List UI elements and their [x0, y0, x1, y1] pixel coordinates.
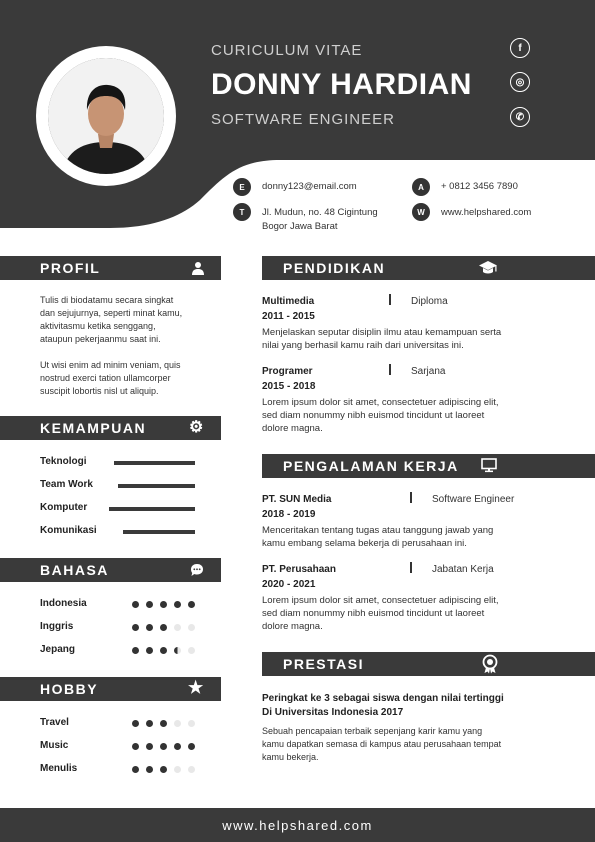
rating-dot	[132, 601, 139, 608]
job-2-company: PT. Perusahaan	[262, 564, 336, 575]
profil-header	[0, 256, 221, 280]
facebook-icon[interactable]: f	[510, 38, 530, 58]
rating-dot	[188, 647, 195, 654]
phone-text[interactable]: + 0812 3456 7890	[441, 181, 518, 192]
skill-label: Komunikasi	[40, 525, 97, 536]
job-2-position: Jabatan Kerja	[432, 564, 494, 575]
edu-1-separator	[389, 294, 391, 305]
address-line-1: Jl. Mudun, no. 48 Cigintung	[262, 207, 378, 218]
edu-2-separator	[389, 364, 391, 375]
skill-level-bar	[118, 484, 195, 488]
profil-paragraph-2: Ut wisi enim ad minim veniam, quis nostrud exerci tation ullamcorper suscipit lobortis nisl ut aliquip.	[40, 360, 181, 396]
rating-dot	[174, 647, 181, 654]
rating-dot	[146, 601, 153, 608]
job-1-years: 2018 - 2019	[262, 509, 316, 520]
star-icon: ★	[188, 678, 205, 697]
address-line-2: Bogor Jawa Barat	[262, 221, 338, 232]
rating-dot	[174, 601, 181, 608]
hobby-label: Music	[40, 740, 69, 751]
rating-dot	[188, 720, 195, 727]
job-1-company: PT. SUN Media	[262, 494, 332, 505]
edu-1-years: 2011 - 2015	[262, 311, 315, 322]
rating-dot	[174, 624, 181, 631]
footer-website[interactable]: www.helpshared.com	[222, 817, 373, 833]
kemampuan-header	[0, 416, 221, 440]
prestasi-headline: Peringkat ke 3 sebagai siswa dengan nilai tertinggi Di Universitas Indonesia 2017	[262, 693, 504, 718]
bahasa-rating	[132, 624, 195, 631]
rating-dot	[132, 766, 139, 773]
hobby-header	[0, 677, 221, 701]
email-badge-icon: E	[233, 178, 251, 196]
rating-dot	[146, 766, 153, 773]
address-badge-icon: T	[233, 203, 251, 221]
rating-dot	[160, 624, 167, 631]
job-1-description: Menceritakan tentang tugas atau tanggung jawab yang kamu embang selama bekerja di perusahaan ini.	[262, 525, 494, 549]
full-name: DONNY HARDIAN	[211, 68, 472, 101]
hobby-rating	[132, 720, 195, 727]
edu-2-title: Programer	[262, 366, 313, 377]
pengalaman-header	[262, 454, 595, 478]
rating-dot	[174, 766, 181, 773]
chat-bubble-icon	[190, 563, 204, 577]
skill-level-bar	[123, 530, 195, 534]
prestasi-title: PRESTASI	[283, 656, 364, 672]
footer	[0, 808, 595, 842]
skill-level-bar	[109, 507, 195, 511]
profil-paragraph-1: Tulis di biodatamu secara singkat dan sejujurnya, seperti minat kamu, aktivitasmu ketika senggang, ataupun pekerjaanmu saat ini.	[40, 295, 183, 344]
rating-dot	[160, 601, 167, 608]
rating-dot	[132, 647, 139, 654]
rating-dot	[146, 720, 153, 727]
bahasa-rating	[132, 601, 195, 608]
hobby-rating	[132, 743, 195, 750]
instagram-icon[interactable]: ◎	[510, 72, 530, 92]
rating-dot	[188, 601, 195, 608]
email-text[interactable]: donny123@email.com	[262, 181, 357, 192]
pendidikan-header	[262, 256, 595, 280]
web-text[interactable]: www.helpshared.com	[441, 207, 532, 218]
rating-dot	[146, 647, 153, 654]
bahasa-label: Jepang	[40, 644, 76, 655]
whatsapp-icon[interactable]: ✆	[510, 107, 530, 127]
hobby-rating	[132, 766, 195, 773]
rating-dot	[174, 743, 181, 750]
medal-icon	[481, 654, 499, 674]
person-icon	[191, 261, 205, 275]
bahasa-label: Indonesia	[40, 598, 87, 609]
graduation-cap-icon	[478, 260, 498, 276]
job-1-position: Software Engineer	[432, 494, 515, 505]
edu-2-degree: Sarjana	[411, 366, 446, 377]
edu-2-years: 2015 - 2018	[262, 381, 316, 392]
skill-label: Team Work	[40, 479, 93, 490]
hobby-title: HOBBY	[40, 681, 99, 697]
edu-1-title: Multimedia	[262, 296, 315, 307]
kemampuan-title: KEMAMPUAN	[40, 420, 147, 436]
profil-title: PROFIL	[40, 260, 101, 276]
rating-dot	[188, 743, 195, 750]
job-2-description: Lorem ipsum dolor sit amet, consectetuer adipiscing elit, sed diam nonummy nibh euismod tincidunt ut laoreet dolore magna.	[262, 595, 499, 632]
profile-photo	[48, 58, 164, 174]
rating-dot	[160, 766, 167, 773]
job-title: SOFTWARE ENGINEER	[211, 111, 395, 128]
rating-dot	[160, 720, 167, 727]
job-2-separator	[410, 562, 412, 573]
prestasi-description: Sebuah pencapaian terbaik sepenjang karir kamu yang kamu dapatkan semasa di kampus atau perusahaan tempat kamu bekerja.	[262, 726, 502, 762]
skill-label: Komputer	[40, 502, 88, 513]
gear-icon: ⚙	[189, 419, 205, 436]
edu-1-degree: Diploma	[411, 296, 448, 307]
hobby-label: Travel	[40, 717, 69, 728]
pengalaman-title: PENGALAMAN KERJA	[283, 458, 459, 474]
rating-dot	[160, 647, 167, 654]
rating-dot	[146, 624, 153, 631]
rating-dot	[132, 743, 139, 750]
web-badge-icon: W	[412, 203, 430, 221]
phone-badge-icon: A	[412, 178, 430, 196]
bahasa-label: Inggris	[40, 621, 74, 632]
bahasa-title: BAHASA	[40, 562, 109, 578]
edu-1-description: Menjelaskan seputar disiplin ilmu atau kemampuan serta nilai yang berhasil kamu raih dari universitas ini.	[262, 327, 502, 351]
skill-label: Teknologi	[40, 456, 87, 467]
bahasa-rating	[132, 647, 195, 654]
skill-level-bar	[114, 461, 195, 465]
rating-dot	[132, 720, 139, 727]
rating-dot	[174, 720, 181, 727]
edu-2-description: Lorem ipsum dolor sit amet, consectetuer adipiscing elit, sed diam nonummy nibh euismod tincidunt ut laoreet dolore magna.	[262, 397, 499, 434]
cv-label: CURICULUM VITAE	[211, 42, 363, 59]
rating-dot	[132, 624, 139, 631]
bahasa-header	[0, 558, 221, 582]
job-1-separator	[410, 492, 412, 503]
hobby-label: Menulis	[40, 763, 78, 774]
monitor-icon	[481, 458, 497, 473]
job-2-years: 2020 - 2021	[262, 579, 316, 590]
rating-dot	[188, 624, 195, 631]
rating-dot	[188, 766, 195, 773]
rating-dot	[160, 743, 167, 750]
rating-dot	[146, 743, 153, 750]
pendidikan-title: PENDIDIKAN	[283, 260, 386, 276]
prestasi-header	[262, 652, 595, 676]
